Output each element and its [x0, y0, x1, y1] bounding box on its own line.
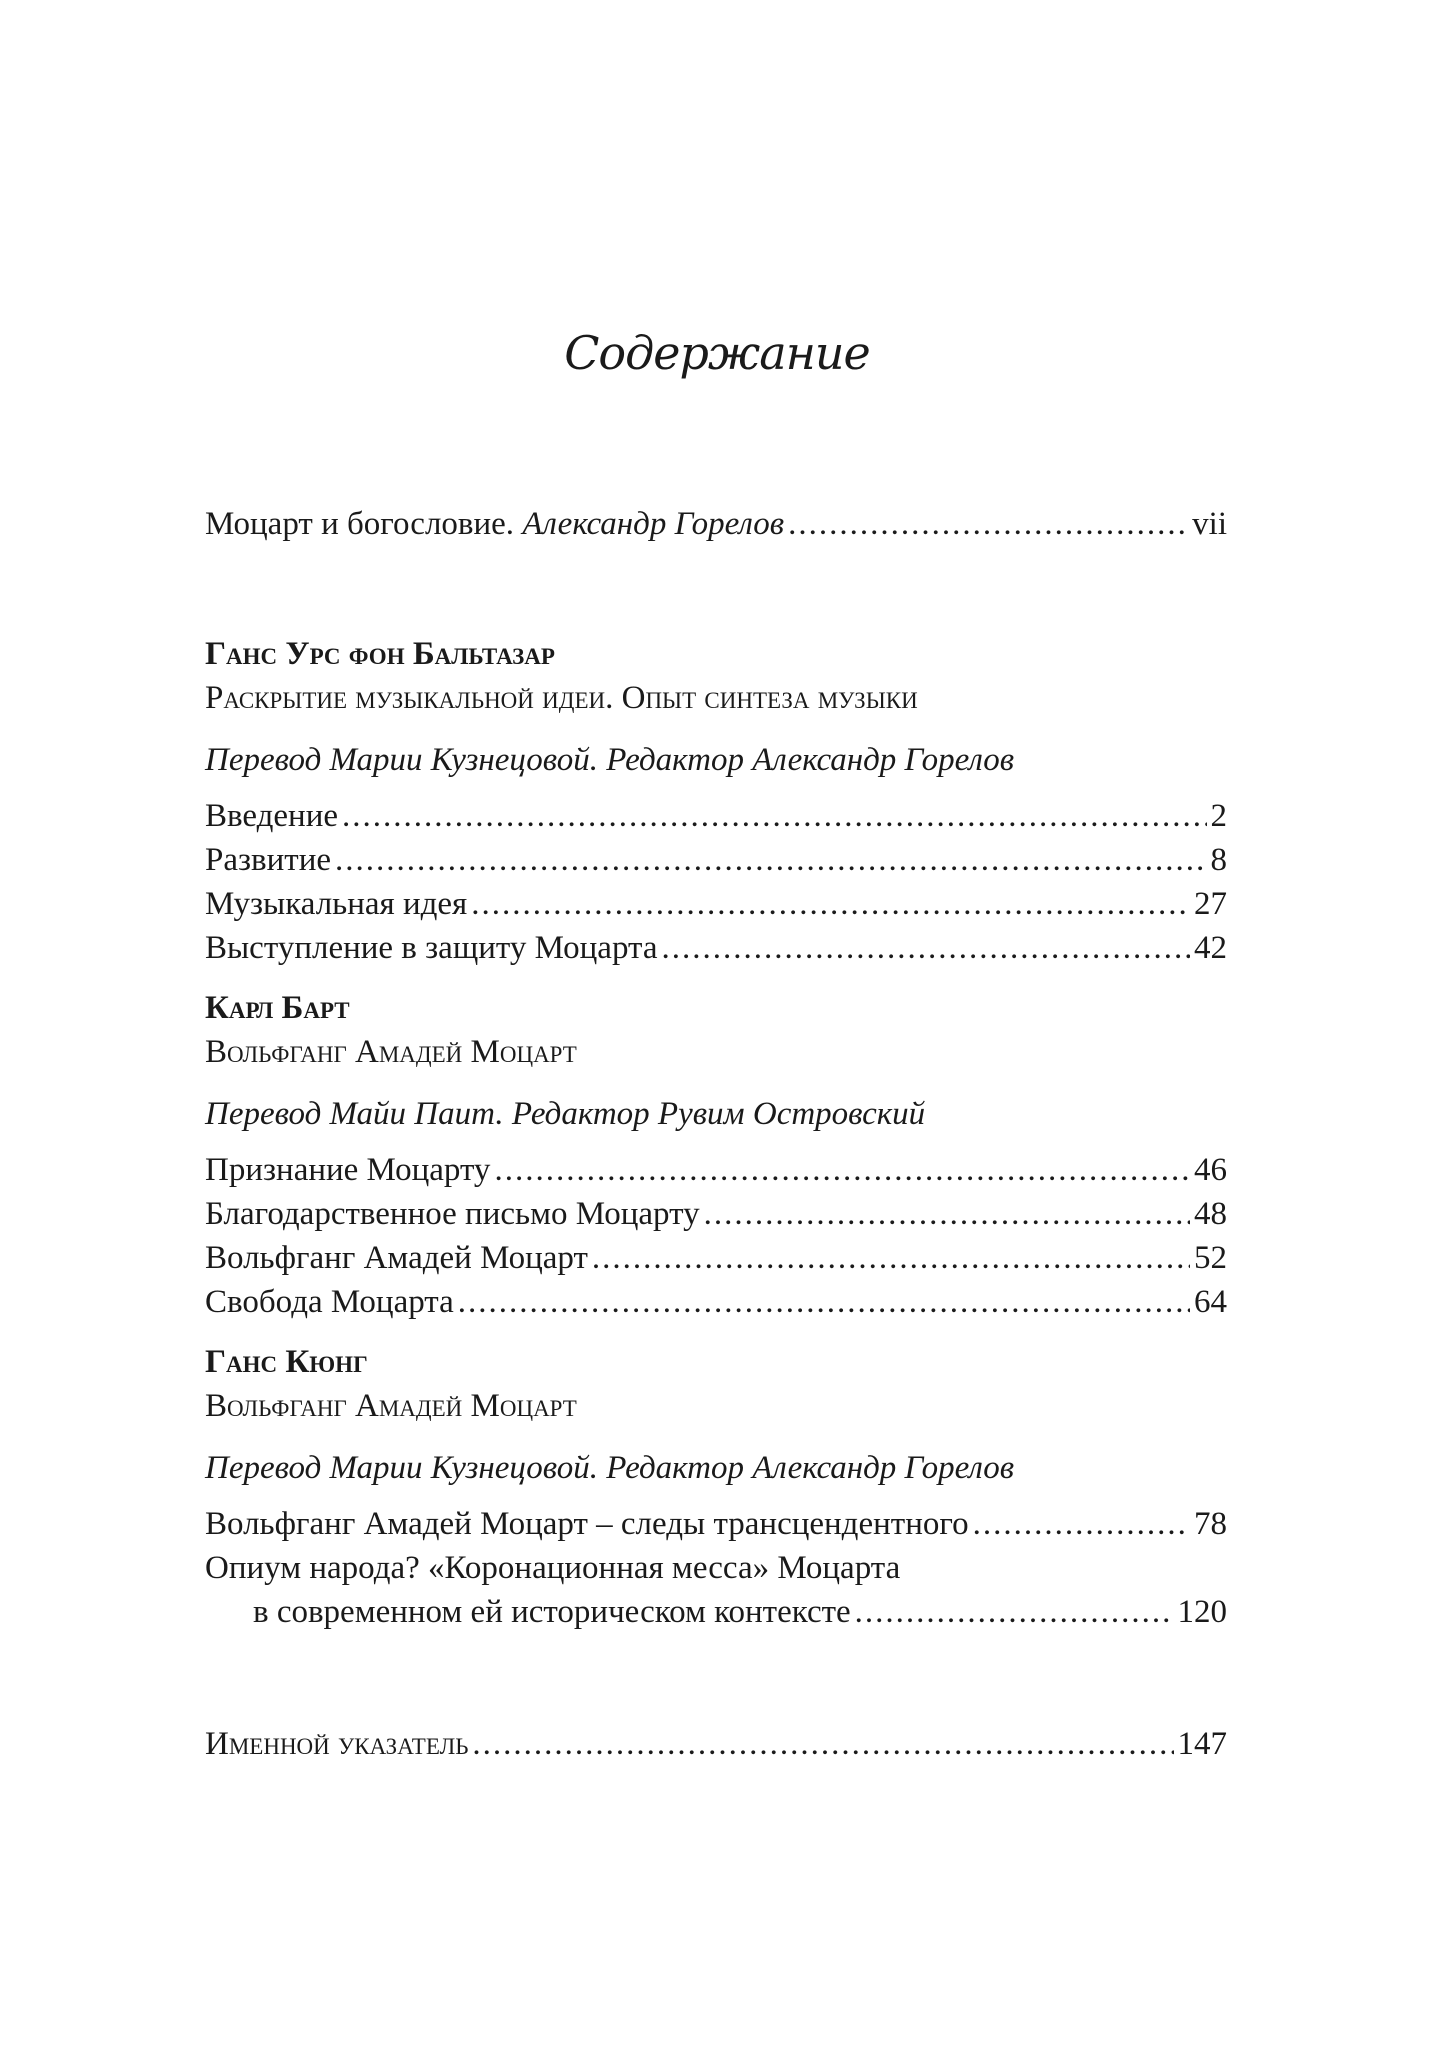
section-work-title: Вольфганг Амадей Моцарт — [205, 1388, 577, 1424]
toc-entry — [205, 1502, 1227, 1546]
toc-entry — [205, 794, 1227, 838]
dot-leader — [788, 502, 1188, 546]
toc-entry-label: Развитие — [205, 842, 332, 878]
page-number: 64 — [1194, 1284, 1227, 1320]
dot-leader — [855, 1590, 1174, 1634]
dot-leader — [472, 1722, 1173, 1766]
section-translation: Перевод Марии Кузнецовой. Редактор Александр Горелов — [205, 1450, 1015, 1486]
dot-leader — [592, 1236, 1190, 1280]
toc-entry-label: Введение — [205, 798, 339, 834]
section-work-title: Вольфганг Амадей Моцарт — [205, 1034, 577, 1070]
toc-entry-label: в современном ей историческом контексте — [253, 1594, 851, 1630]
toc-entry — [205, 882, 1227, 926]
toc-section-balthasar — [205, 632, 1227, 970]
dot-leader — [494, 1148, 1190, 1192]
toc-entry-label: Опиум народа? «Коронационная месса» Моцарта — [205, 1550, 901, 1586]
page-number: 46 — [1194, 1152, 1227, 1188]
toc-entry-label: Признание Моцарту — [205, 1152, 491, 1188]
toc-section-barth — [205, 986, 1227, 1324]
dot-leader — [662, 926, 1191, 970]
section-work-title: Раскрытие музыкальной идеи. Опыт синтеза музыки — [205, 680, 918, 716]
intro-author: Александр Горелов — [522, 506, 785, 542]
page-number: 52 — [1194, 1240, 1227, 1276]
page-number: 2 — [1210, 798, 1227, 834]
dot-leader — [471, 882, 1190, 926]
dot-leader — [335, 838, 1206, 882]
section-author: Карл Барт — [205, 990, 350, 1026]
toc-entry — [205, 1192, 1227, 1236]
toc-entry — [205, 838, 1227, 882]
section-translation: Перевод Марии Кузнецовой. Редактор Александр Горелов — [205, 742, 1015, 778]
section-author: Ганс Урс фон Бальтазар — [205, 636, 555, 672]
toc-entry — [205, 1148, 1227, 1192]
dot-leader — [973, 1502, 1190, 1546]
toc-entry-label: Свобода Моцарта — [205, 1284, 454, 1320]
page-number: 42 — [1194, 930, 1227, 966]
toc-entry-label: Именной указатель — [205, 1726, 469, 1762]
toc-entry-label — [205, 502, 784, 546]
dot-leader — [458, 1280, 1190, 1324]
toc-index — [205, 1722, 1227, 1766]
toc-entry-label: Благодарственное письмо Моцарту — [205, 1196, 700, 1232]
toc-entry-label: Вольфганг Амадей Моцарт – следы трансцендентного — [205, 1506, 969, 1542]
toc-entry-label: Вольфганг Амадей Моцарт — [205, 1240, 588, 1276]
toc-entry — [205, 926, 1227, 970]
toc-entry — [205, 1236, 1227, 1280]
section-translation: Перевод Майи Паит. Редактор Рувим Островский — [205, 1096, 926, 1132]
toc-entry — [205, 1722, 1227, 1766]
page-number: 78 — [1194, 1506, 1227, 1542]
toc-section-kung — [205, 1340, 1227, 1634]
page-title: Содержание — [564, 326, 870, 380]
toc-entry-label: Выступление в защиту Моцарта — [205, 930, 658, 966]
dot-leader — [342, 794, 1206, 838]
section-author: Ганс Кюнг — [205, 1344, 368, 1380]
toc-entry — [205, 1280, 1227, 1324]
page-number: 48 — [1194, 1196, 1227, 1232]
page-number: 27 — [1194, 886, 1227, 922]
page-number: vii — [1192, 506, 1227, 542]
page-number: 8 — [1210, 842, 1227, 878]
toc-intro — [205, 502, 1227, 546]
intro-title: Моцарт и богословие. — [205, 506, 515, 542]
toc-entry-label: Музыкальная идея — [205, 886, 468, 922]
page-number: 147 — [1177, 1726, 1227, 1762]
page-number: 120 — [1177, 1594, 1227, 1630]
dot-leader — [704, 1192, 1190, 1236]
toc-entry — [205, 1590, 1227, 1634]
toc-entry — [205, 502, 1227, 546]
